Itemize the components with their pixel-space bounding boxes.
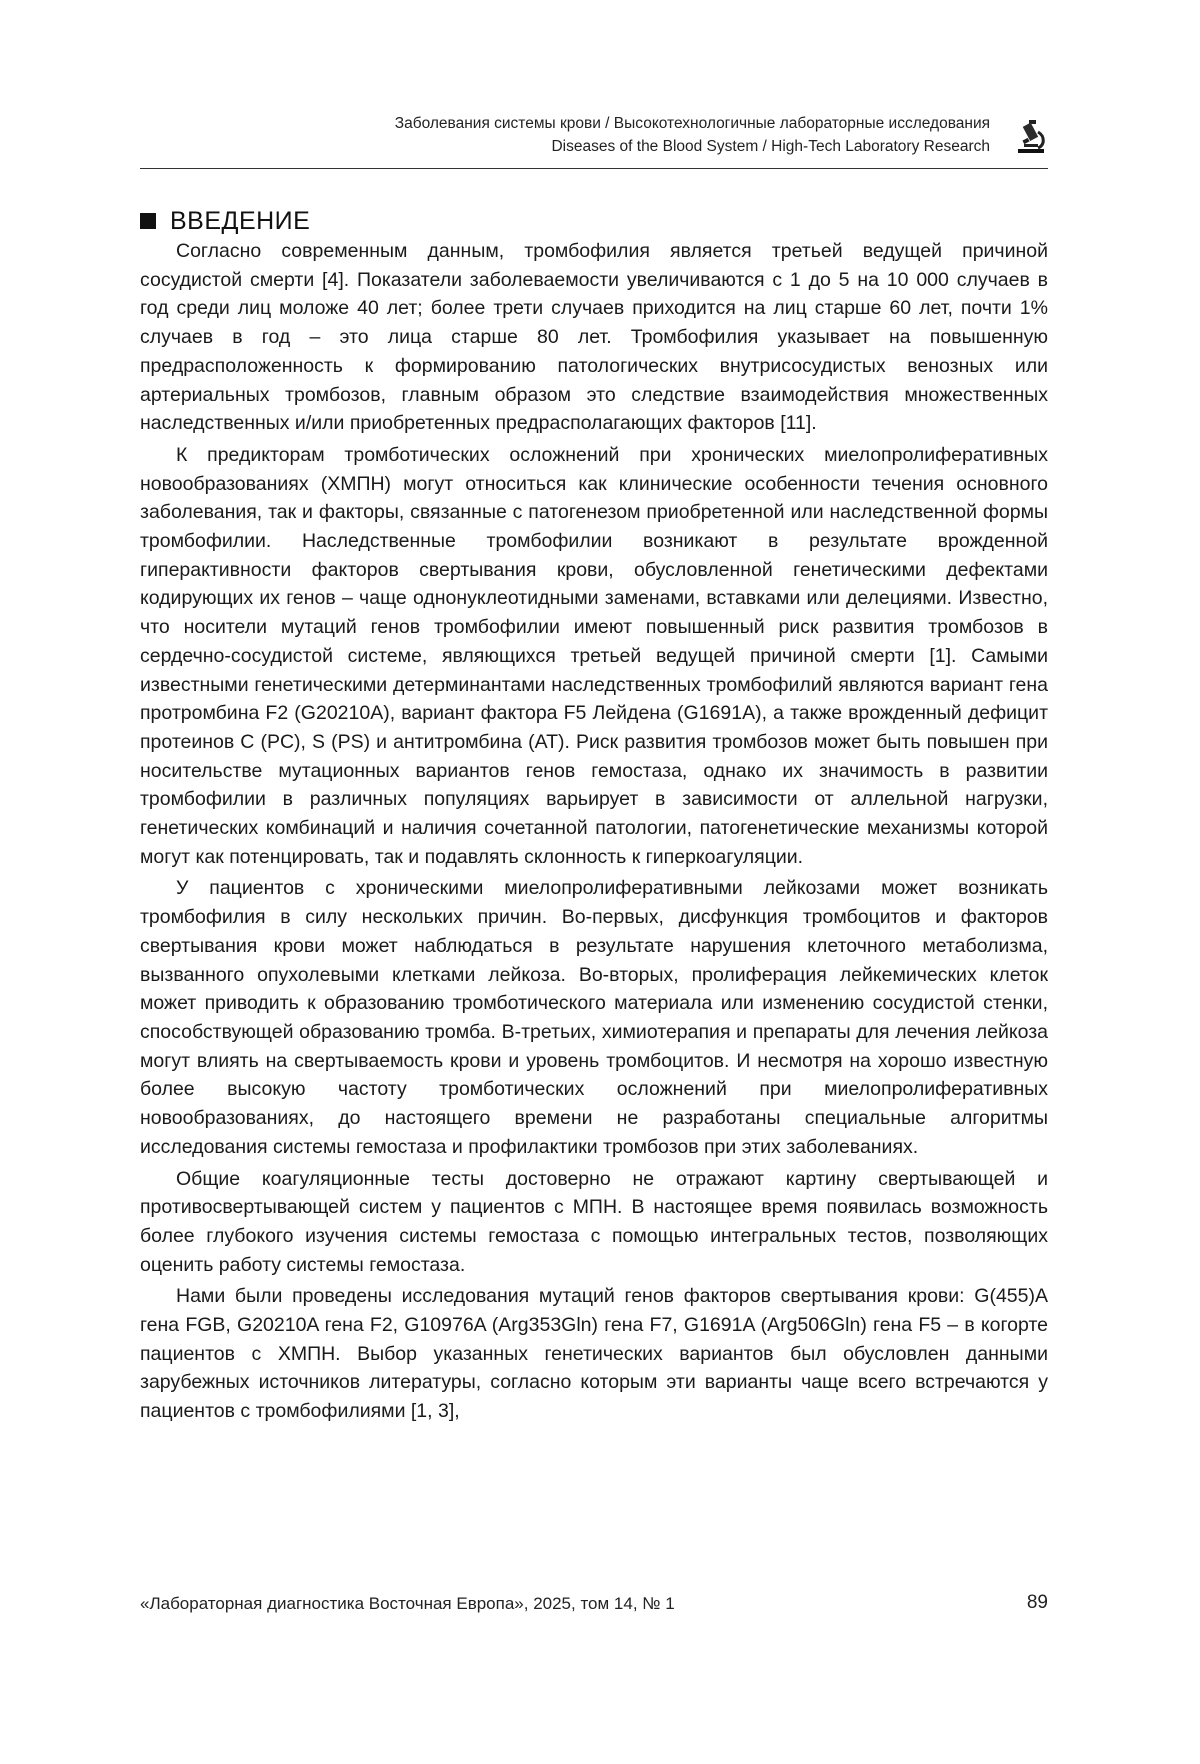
section-title: ВВЕДЕНИЕ [170,207,310,236]
page-number: 89 [1027,1592,1048,1614]
paragraph: Общие коагуляционные тесты достоверно не отражают картину свертывающей и противосвертывающей систем у пациентов с МПН. В настоящее время появилась возможность более глубокого изучения системы гемостаза с помощью интегральных тестов, позволяющих оценить работу системы гемостаза. [140,1165,1048,1280]
microscope-icon [1014,118,1048,154]
heading-bullet-icon [140,213,156,229]
article-body [140,237,1048,1429]
paragraph: К предикторам тромботических осложнений при хронических миелопролиферативных новообразованиях (ХМПН) могут относиться как клинические особенности течения основного заболевания, так и факторы, связанные с патогенезом приобретенной или наследственной формы тромбофилии. Наследственные тромбофилии возникают в результате врожденной гиперактивности факторов свертывания крови, обусловленной генетическими дефектами кодирующих их генов – чаще однонуклеотидными заменами, вставками или делециями. Известно, что носители мутаций генов тромбофилии имеют повышенный риск развития тромбозов в сердечно-сосудистой системе, являющихся третьей ведущей причиной смерти [1]. Самыми известными генетическими детерминантами наследственных тромбофилий являются вариант гена протромбина F2 (G20210A), вариант фактора F5 Лейдена (G1691A), а также врожденный дефицит протеинов C (PC), S (PS) и антитромбина (AT). Риск развития тромбозов может быть повышен при носительстве мутационных вариантов генов гемостаза, однако их значимость в развитии тромбофилии в различных популяциях варьирует в зависимости от аллельной нагрузки, генетических комбинаций и наличия сочетанной патологии, патогенетические механизмы которой могут как потенцировать, так и подавлять склонность к гиперкоагуляции. [140,441,1048,872]
running-header-text [395,112,990,158]
header-line-ru: Заболевания системы крови / Высокотехнологичные лабораторные исследования [395,112,990,135]
paragraph: Согласно современным данным, тромбофилия является третьей ведущей причиной сосудистой смерти [4]. Показатели заболеваемости увеличиваются с 1 до 5 на 10 000 случаев в год среди лиц моложе 40 лет; более трети случаев приходится на лиц старше 60 лет, почти 1% случаев в год – это лица старше 80 лет. Тромбофилия указывает на повышенную предрасположенность к формированию патологических внутрисосудистых венозных или артериальных тромбозов, главным образом это следствие взаимодействия множественных наследственных и/или приобретенных предрасполагающих факторов [11]. [140,237,1048,438]
header-line-en: Diseases of the Blood System / High-Tech Laboratory Research [395,135,990,158]
header-divider [140,168,1048,169]
paragraph: У пациентов с хроническими миелопролиферативными лейкозами может возникать тромбофилия в силу нескольких причин. Во-первых, дисфункция тромбоцитов и факторов свертывания крови может наблюдаться в результате нарушения клеточного метаболизма, вызванного опухолевыми клетками лейкоза. Во-вторых, пролиферация лейкемических клеток может приводить к образованию тромботического материала или изменению сосудистой стенки, способствующей образованию тромба. В-третьих, химиотерапия и препараты для лечения лейкоза могут влиять на свертываемость крови и уровень тромбоцитов. И несмотря на хорошо известную более высокую частоту тромботических осложнений при миелопролиферативных новообразованиях, до настоящего времени не разработаны специальные алгоритмы исследования системы гемостаза и профилактики тромбозов при этих заболеваниях. [140,874,1048,1161]
section-heading [140,204,310,238]
running-header [140,108,1048,170]
footer-journal: «Лабораторная диагностика Восточная Европа», 2025, том 14, № 1 [140,1594,675,1614]
paragraph: Нами были проведены исследования мутаций генов факторов свертывания крови: G(455)A гена FGB, G20210A гена F2, G10976A (Arg353Gln) гена F7, G1691A (Arg506Gln) гена F5 – в когорте пациентов с ХМПН. Выбор указанных генетических вариантов был обусловлен данными зарубежных источников литературы, согласно которым эти варианты чаще всего встречаются у пациентов с тромбофилиями [1, 3], [140,1282,1048,1426]
